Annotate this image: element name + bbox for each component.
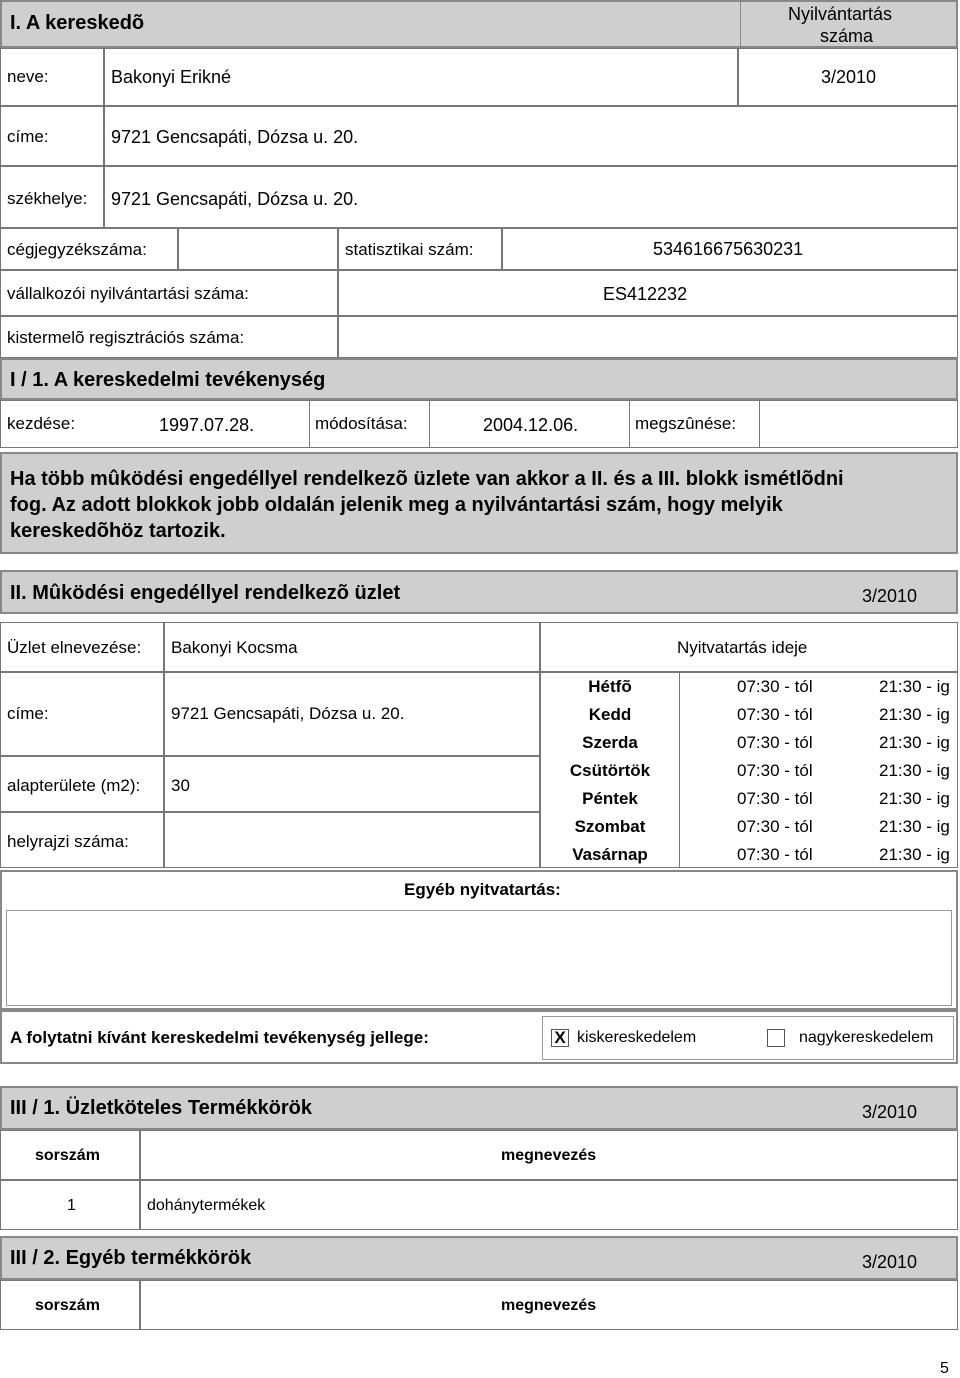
entrepreneur-value-cell: [338, 270, 958, 316]
shop-name-value-cell: [164, 622, 540, 672]
notice-line3: kereskedõhöz tartozik.: [10, 520, 226, 542]
col-no-label: sorszám: [35, 1297, 100, 1314]
col-no-label: sorszám: [35, 1147, 100, 1164]
retail-label: kiskereskedelem: [577, 1029, 697, 1046]
shop-name-value: Bakonyi Kocsma: [171, 638, 298, 657]
hours-row: [541, 673, 679, 701]
start-label: kezdése:: [7, 414, 76, 433]
company-reg-label-cell: [0, 228, 178, 270]
day-label: Péntek: [582, 789, 638, 808]
stat-label: statisztikai szám:: [345, 240, 474, 259]
day-label: Csütörtök: [569, 761, 651, 780]
other-hours-box: [0, 870, 958, 1010]
address-value: 9721 Gencsapáti, Dózsa u. 20.: [111, 127, 359, 147]
open-from: 07:30 - tól: [737, 705, 813, 724]
open-from: 07:30 - tól: [737, 677, 813, 696]
activity-label: A folytatni kívánt kereskedelmi tevékenység jellege:: [10, 1028, 429, 1047]
hours-table: [540, 672, 958, 868]
ended-label: megszûnése:: [635, 414, 737, 433]
shop-name-label: Üzlet elnevezése:: [7, 638, 142, 657]
wholesale-label: nagykereskedelem: [799, 1029, 934, 1046]
small-producer-value-cell: [338, 316, 958, 358]
shop-address-label: címe:: [7, 704, 49, 723]
section2-header: [0, 570, 958, 614]
company-reg-value-cell: [178, 228, 338, 270]
open-to: 21:30 - ig: [879, 733, 950, 752]
retail-checkbox[interactable]: X: [551, 1029, 569, 1047]
open-to: 21:30 - ig: [879, 677, 950, 696]
col-name-header: [140, 1280, 958, 1330]
divider: [740, 2, 741, 46]
address-label: címe:: [7, 127, 49, 146]
seat-label: székhelye:: [7, 189, 88, 208]
wholesale-checkbox[interactable]: [767, 1029, 785, 1047]
row-no: 1: [67, 1197, 76, 1214]
table-row: [140, 1180, 958, 1230]
day-label: Hétfõ: [588, 677, 632, 696]
small-producer-label: kistermelõ regisztrációs száma:: [7, 328, 245, 347]
entrepreneur-value: ES412232: [603, 284, 688, 304]
shop-address-value-cell: [164, 672, 540, 756]
open-to: 21:30 - ig: [879, 789, 950, 808]
divider: [629, 401, 630, 447]
col-name-header: [140, 1130, 958, 1180]
section3-2-title: III / 2. Egyéb termékkörök: [10, 1247, 252, 1269]
page-number: 5: [940, 1360, 949, 1377]
other-hours-label: Egyéb nyitvatartás:: [404, 880, 561, 899]
reg-header-line2: száma: [820, 26, 874, 46]
stat-value: 534616675630231: [653, 239, 804, 259]
divider: [429, 401, 430, 447]
day-label: Kedd: [588, 705, 632, 724]
divider: [309, 401, 310, 447]
area-value-cell: [164, 756, 540, 812]
reg-number: 3/2010: [821, 67, 877, 87]
section1-header: [0, 0, 958, 48]
notice-box: [0, 452, 958, 554]
name-value-cell: [104, 48, 738, 106]
modified-label: módosítása:: [315, 414, 408, 433]
section1-1-title: I / 1. A kereskedelmi tevékenység: [10, 369, 326, 391]
area-label-cell: [0, 756, 164, 812]
address-label-cell: [0, 106, 104, 166]
section3-2-header: [0, 1236, 958, 1280]
seat-label-cell: [0, 166, 104, 228]
name-value: Bakonyi Erikné: [111, 67, 232, 87]
col-no-header: [0, 1280, 140, 1330]
section1-1-header: [0, 358, 958, 400]
stat-value-cell: [502, 228, 958, 270]
shop-address-label-cell: [0, 672, 164, 756]
notice-line2: fog. Az adott blokkok jobb oldalán jelenik meg a nyilvántartási szám, hogy melyik: [10, 494, 783, 516]
section3-2-reg-number: 3/2010: [862, 1252, 918, 1272]
seat-value: 9721 Gencsapáti, Dózsa u. 20.: [111, 189, 359, 209]
open-to: 21:30 - ig: [879, 705, 950, 724]
table-row: [0, 1180, 140, 1230]
open-from: 07:30 - tól: [737, 733, 813, 752]
open-to: 21:30 - ig: [879, 761, 950, 780]
section2-title: II. Mûködési engedéllyel rendelkezõ üzlet: [10, 582, 401, 604]
day-label: Szombat: [574, 817, 646, 836]
row-name: dohánytermékek: [147, 1197, 266, 1214]
area-value: 30: [171, 776, 190, 795]
area-label: alapterülete (m2):: [7, 776, 141, 795]
activity-dates-row: [0, 400, 958, 448]
section2-reg-number: 3/2010: [862, 586, 918, 606]
open-to: 21:30 - ig: [879, 817, 950, 836]
reg-header-line1: Nyilvántartás: [788, 4, 893, 24]
lot-value-cell: [164, 812, 540, 868]
lot-label: helyrajzi száma:: [7, 832, 129, 851]
address-value-cell: [104, 106, 958, 166]
shop-name-label-cell: [0, 622, 164, 672]
day-label: Szerda: [582, 733, 638, 752]
section3-1-title: III / 1. Üzletköteles Termékkörök: [10, 1097, 312, 1119]
col-name-label: megnevezés: [501, 1297, 597, 1314]
col-no-header: [0, 1130, 140, 1180]
day-label: Vasárnap: [572, 845, 648, 864]
small-producer-label-cell: [0, 316, 338, 358]
name-label: neve:: [7, 67, 49, 86]
company-reg-label: cégjegyzékszáma:: [7, 240, 147, 259]
open-from: 07:30 - tól: [737, 761, 813, 780]
open-to: 21:30 - ig: [879, 845, 950, 864]
open-from: 07:30 - tól: [737, 817, 813, 836]
divider: [679, 673, 680, 867]
notice-line1: Ha több mûködési engedéllyel rendelkezõ üzlete van akkor a II. és a III. blokk ismétlõdni: [10, 468, 844, 490]
start-value: 1997.07.28.: [159, 415, 255, 435]
other-hours-value: [6, 910, 952, 1006]
hours-header-cell: [540, 622, 958, 672]
entrepreneur-label-cell: [0, 270, 338, 316]
stat-label-cell: [338, 228, 502, 270]
entrepreneur-label: vállalkozói nyilvántartási száma:: [7, 284, 249, 303]
section3-1-reg-number: 3/2010: [862, 1102, 918, 1122]
section3-1-header: [0, 1086, 958, 1130]
seat-value-cell: [104, 166, 958, 228]
modified-value: 2004.12.06.: [483, 415, 579, 435]
section1-title: I. A kereskedõ: [10, 12, 145, 34]
divider: [759, 401, 760, 447]
open-from: 07:30 - tól: [737, 845, 813, 864]
name-label-cell: [0, 48, 104, 106]
reg-number-cell: [738, 48, 958, 106]
open-from: 07:30 - tól: [737, 789, 813, 808]
hours-header: Nyitvatartás ideje: [677, 638, 808, 657]
shop-address-value: 9721 Gencsapáti, Dózsa u. 20.: [171, 704, 405, 723]
activity-options: [542, 1016, 954, 1060]
col-name-label: megnevezés: [501, 1147, 597, 1164]
lot-label-cell: [0, 812, 164, 868]
activity-nature-row: [0, 1010, 958, 1064]
